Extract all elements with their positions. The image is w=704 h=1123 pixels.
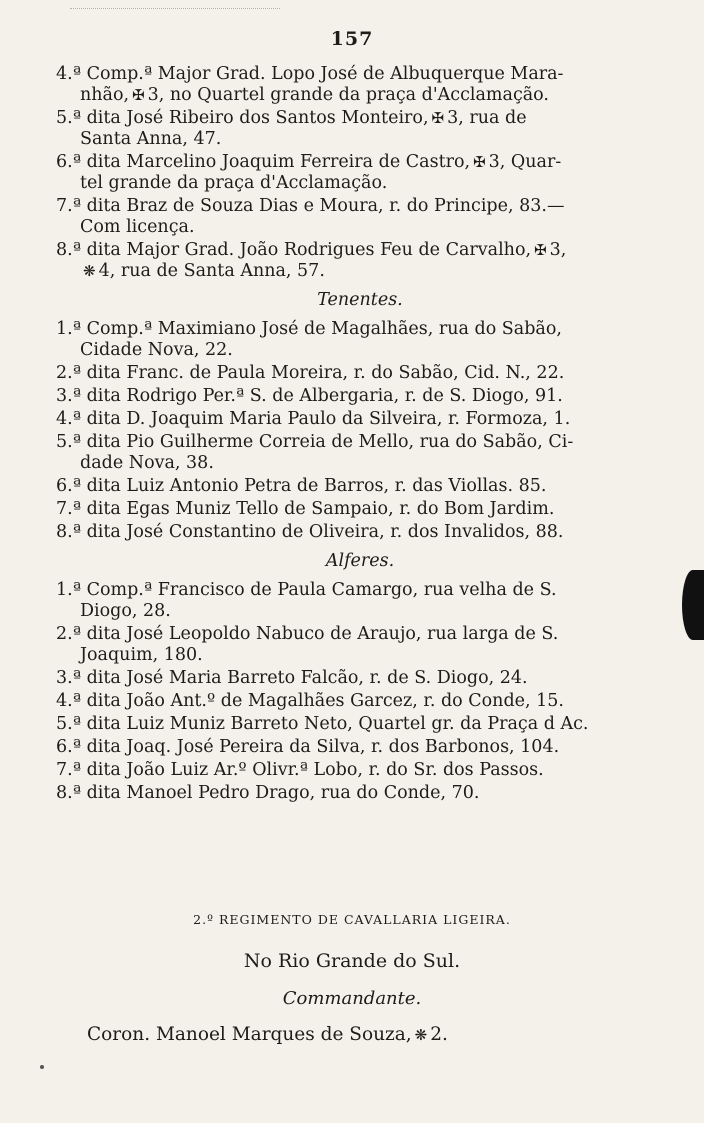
commandante-entry: Coron. Manoel Marques de Souza, ❋ 2. <box>87 1024 448 1045</box>
star-order-icon: ❋ <box>83 262 96 280</box>
list-item: 6.ª dita Marcelino Joaquim Ferreira de Castro, ✠ 3, Quar- tel grande da praça d'Acclamação. <box>56 152 562 193</box>
list-item: 5.ª dita Pio Guilherme Correia de Mello, rua do Sabão, Ci- dade Nova, 38. <box>56 432 574 473</box>
cross-icon: ✠ <box>534 241 547 259</box>
star-order-icon: ❋ <box>414 1026 428 1044</box>
list-item: 6.ª dita Luiz Antonio Petra de Barros, r. das Viollas. 85. <box>56 476 547 496</box>
cross-icon: ✠ <box>473 153 486 171</box>
cross-icon: ✠ <box>132 86 145 104</box>
ink-speck <box>40 1065 44 1069</box>
list-item: 4.ª Comp.ª Major Grad. Lopo José de Albuquerque Mara- nhão, ✠ 3, no Quartel grande da praça d'Acclamação. <box>56 64 564 105</box>
regiment-title: 2.º REGIMENTO DE CAVALLARIA LIGEIRA. <box>193 912 511 927</box>
list-item: 7.ª dita Braz de Souza Dias e Moura, r. do Principe, 83.— Com licença. <box>56 196 565 237</box>
list-item: 3.ª dita José Maria Barreto Falcão, r. de S. Diogo, 24. <box>56 668 528 688</box>
list-item: 8.ª dita Major Grad. João Rodrigues Feu de Carvalho, ✠ 3, ❋ 4, rua de Santa Anna, 57. <box>56 240 567 281</box>
list-item: 1.ª Comp.ª Francisco de Paula Camargo, rua velha de S. Diogo, 28. <box>56 580 557 621</box>
list-item: 8.ª dita Manoel Pedro Drago, rua do Conde, 70. <box>56 783 480 803</box>
list-item: 5.ª dita Luiz Muniz Barreto Neto, Quartel gr. da Praça d Ac. <box>56 714 589 734</box>
list-item: 7.ª dita Egas Muniz Tello de Sampaio, r. do Bom Jardim. <box>56 499 555 519</box>
page-number: 157 <box>330 28 374 50</box>
list-item: 2.ª dita José Leopoldo Nabuco de Araujo, rua larga de S. Joaquim, 180. <box>56 624 559 665</box>
list-item: 4.ª dita D. Joaquim Maria Paulo da Silveira, r. Formoza, 1. <box>56 409 571 429</box>
list-item: 4.ª dita João Ant.º de Magalhães Garcez, r. do Conde, 15. <box>56 691 564 711</box>
list-item: 3.ª dita Rodrigo Per.ª S. de Albergaria, r. de S. Diogo, 91. <box>56 386 563 406</box>
list-item: 8.ª dita José Constantino de Oliveira, r. dos Invalidos, 88. <box>56 522 564 542</box>
alferes-heading: Alferes. <box>325 551 395 571</box>
list-item: 6.ª dita Joaq. José Pereira da Silva, r. dos Barbonos, 104. <box>56 737 560 757</box>
list-item: 1.ª Comp.ª Maximiano José de Magalhães, rua do Sabão, Cidade Nova, 22. <box>56 319 562 360</box>
location-line: No Rio Grande do Sul. <box>243 950 461 972</box>
tenentes-heading: Tenentes. <box>317 290 403 310</box>
list-item: 5.ª dita José Ribeiro dos Santos Monteiro, ✠ 3, rua de Santa Anna, 47. <box>56 108 527 149</box>
list-item: 7.ª dita João Luiz Ar.º Olivr.ª Lobo, r. do Sr. dos Passos. <box>56 760 544 780</box>
top-stain <box>70 8 280 12</box>
captains-section <box>56 64 640 806</box>
commandante-heading: Commandante. <box>282 988 422 1009</box>
list-item: 2.ª dita Franc. de Paula Moreira, r. do Sabão, Cid. N., 22. <box>56 363 565 383</box>
cross-icon: ✠ <box>431 109 445 127</box>
ink-blot <box>682 570 704 640</box>
